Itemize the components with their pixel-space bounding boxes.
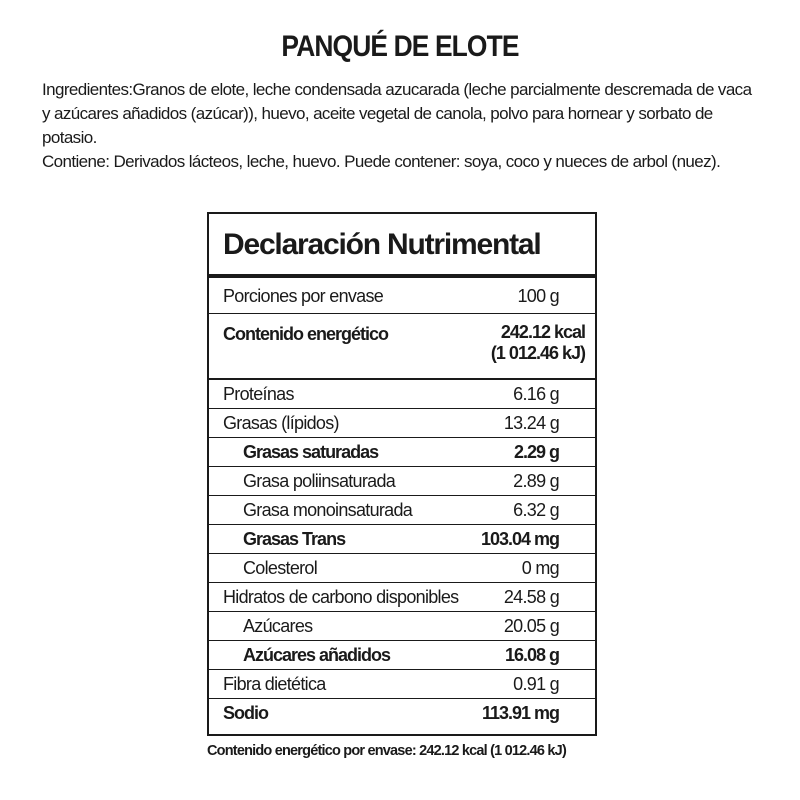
nutrient-label: Grasas (lípidos) [223,413,339,433]
nutrient-label: Hidratos de carbono disponibles [223,587,459,607]
nutrient-label: Grasas Trans [243,529,346,549]
energy-row [209,314,595,378]
portion-row [209,282,595,314]
nutrient-label: Colesterol [243,558,318,578]
nutrient-label: Sodio [223,703,268,723]
energy-kj: (1 012.46 kJ) [490,343,585,363]
nutrient-value: 2.29 g [513,442,559,462]
nutrient-value: 6.16 g [513,384,559,404]
energy-per-package-footnote: Contenido energético por envase: 242.12 kcal (1 012.46 kJ) [207,743,566,759]
nutrient-row [209,670,595,699]
nutrient-value: 13.24 g [503,413,559,433]
nutrient-row [209,525,595,554]
portion-label: Porciones por envase [223,286,384,306]
nutrient-value: 113.91 mg [481,703,559,723]
nutrient-label: Azúcares añadidos [243,645,391,665]
nutrient-value: 6.32 g [513,500,559,520]
nutrient-row [209,641,595,670]
nutrient-value: 16.08 g [504,645,559,665]
energy-kcal: 242.12 kcal [500,322,585,342]
nutrient-value: 2.89 g [513,471,559,491]
energy-label: Contenido energético [223,324,389,344]
nutrient-row [209,496,595,525]
nutrient-label: Proteínas [223,384,294,404]
energy-value [491,322,585,364]
nutrient-row [209,409,595,438]
nutrient-label: Fibra dietética [223,674,326,694]
nutrient-label: Grasa poliinsaturada [243,471,396,491]
product-title: PANQUÉ DE ELOTE [281,30,519,63]
nutrient-row [209,554,595,583]
nutrient-value: 0 mg [521,558,559,578]
nutrient-value: 24.58 g [503,587,559,607]
nutrient-value: 103.04 mg [480,529,559,549]
nutrient-row [209,380,595,409]
panel-title: Declaración Nutrimental [223,228,541,261]
nutrient-value: 20.05 g [503,616,559,636]
nutrient-row [209,467,595,496]
nutrient-label: Grasas saturadas [243,442,379,462]
nutrient-row [209,583,595,612]
portion-value: 100 g [517,286,559,306]
nutrient-value: 0.91 g [513,674,559,694]
allergens-text: Contiene: Derivados lácteos, leche, huevo. Puede contener: soya, coco y nueces de arbol (nuez). [42,152,721,171]
title-divider [209,274,595,278]
nutrient-label: Azúcares [243,616,313,636]
ingredients-text: Ingredientes:Granos de elote, leche condensada azucarada (leche parcialmente descremada de vaca y azúcares añadidos (azúcar)), huevo, aceite vegetal de canola, polvo para hornear y sorbato de potasio. [42,80,752,147]
nutrient-row [209,699,595,728]
nutrient-row [209,612,595,641]
nutrition-panel [207,212,597,736]
nutrient-label: Grasa monoinsaturada [243,500,413,520]
ingredients-block [42,78,762,174]
nutrient-row [209,438,595,467]
